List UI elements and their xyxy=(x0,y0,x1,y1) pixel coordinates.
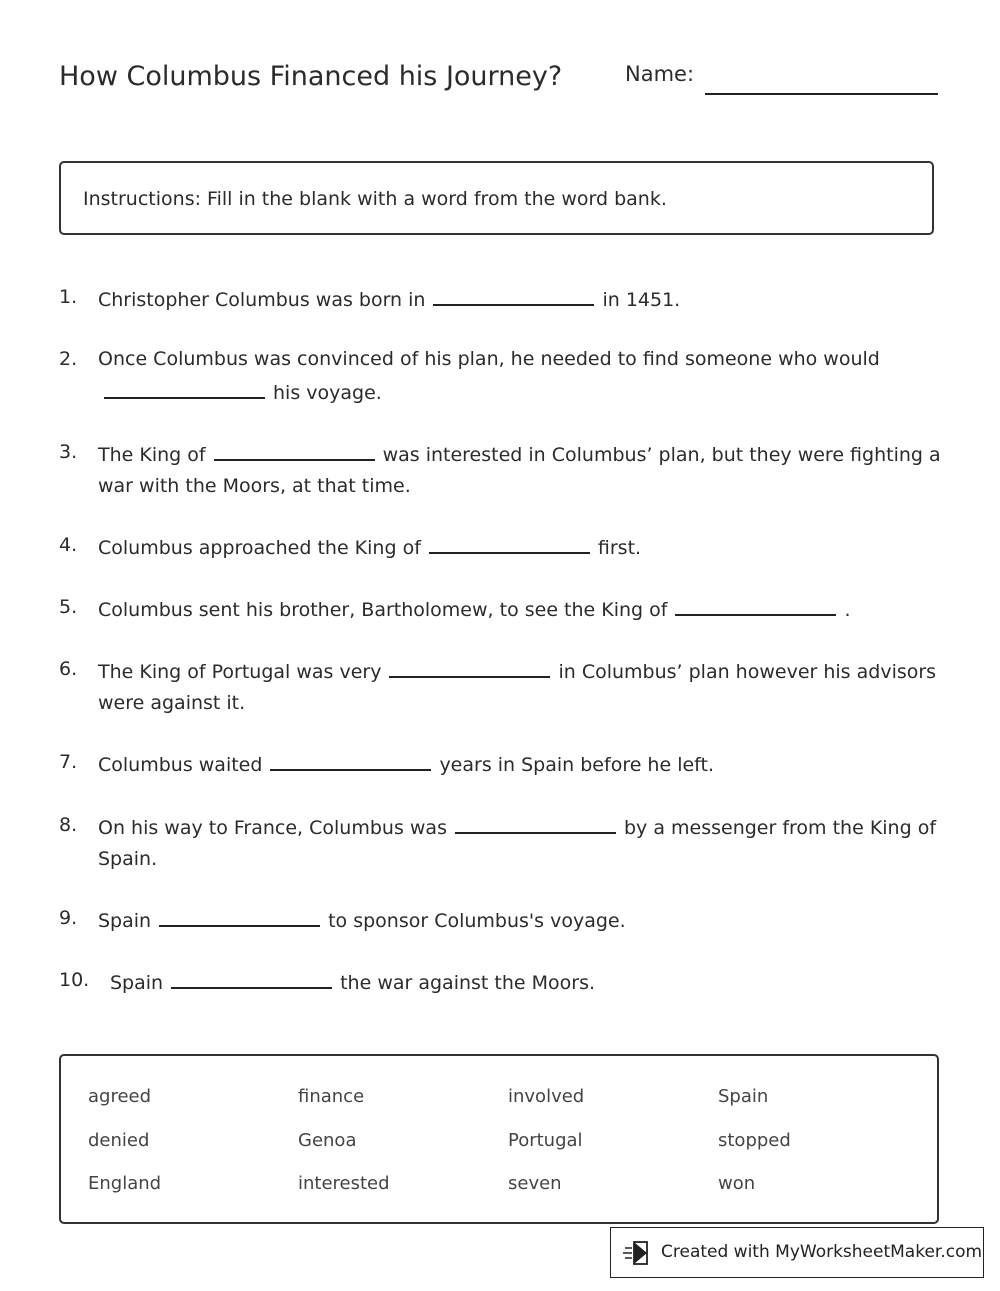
word-bank xyxy=(59,1054,939,1224)
word-bank-item: Portugal xyxy=(508,1130,583,1151)
question-text-after: . xyxy=(844,599,851,621)
question-number: 3. xyxy=(59,441,78,463)
word-bank-item: interested xyxy=(298,1173,390,1194)
question-text-before: Columbus sent his brother, Bartholomew, to see the King of xyxy=(98,599,668,621)
word-bank-item: finance xyxy=(298,1086,365,1107)
answer-blank-8[interactable] xyxy=(455,810,616,834)
question-number: 9. xyxy=(59,907,78,929)
answer-blank-5[interactable] xyxy=(675,592,836,616)
word-bank-item: won xyxy=(718,1173,756,1194)
question-text-after: first. xyxy=(597,537,642,559)
word-bank-item: Genoa xyxy=(298,1130,357,1151)
word-bank-item: England xyxy=(88,1173,162,1194)
name-label: Name: xyxy=(625,62,695,86)
answer-blank-3[interactable] xyxy=(214,437,375,461)
instructions-text: Instructions: Fill in the blank with a word from the word bank. xyxy=(83,188,667,210)
page-title: How Columbus Financed his Journey? xyxy=(59,61,563,92)
question-text-after: by a messenger from the King of Spain. xyxy=(98,817,937,870)
question-number: 7. xyxy=(59,751,78,773)
question-number: 10. xyxy=(59,969,90,991)
answer-blank-2[interactable] xyxy=(104,375,265,399)
question-text-after: in Columbus’ plan however his advisors were against it. xyxy=(98,661,937,714)
answer-blank-9[interactable] xyxy=(159,903,320,927)
question-text-before: The King of Portugal was very xyxy=(98,661,382,683)
worksheet-maker-logo-icon xyxy=(623,1239,653,1267)
question-number: 2. xyxy=(59,348,78,370)
answer-blank-1[interactable] xyxy=(433,282,594,306)
question-text-before: Once Columbus was convinced of his plan, he needed to find someone who would xyxy=(98,348,880,370)
instructions-box xyxy=(59,161,934,235)
word-bank-item: agreed xyxy=(88,1086,152,1107)
question-number: 4. xyxy=(59,534,78,556)
answer-blank-7[interactable] xyxy=(270,747,431,771)
word-bank-item: involved xyxy=(508,1086,585,1107)
question-text-before: The King of xyxy=(98,444,206,466)
word-bank-item: seven xyxy=(508,1173,562,1194)
answer-blank-6[interactable] xyxy=(389,654,550,678)
question-text-before: Spain xyxy=(110,972,164,994)
question-number: 8. xyxy=(59,814,78,836)
question-text-before: Columbus waited xyxy=(98,754,263,776)
word-bank-item: Spain xyxy=(718,1086,769,1107)
question-text-after: the war against the Moors. xyxy=(340,972,596,994)
word-bank-item: stopped xyxy=(718,1130,791,1151)
question-text-after: years in Spain before he left. xyxy=(439,754,715,776)
question-text-after: his voyage. xyxy=(273,382,382,404)
word-bank-item: denied xyxy=(88,1130,150,1151)
answer-blank-4[interactable] xyxy=(429,530,590,554)
question-text-after: in 1451. xyxy=(602,289,681,311)
question-number: 5. xyxy=(59,596,78,618)
question-text-before: Spain xyxy=(98,910,152,932)
question-text-before: Christopher Columbus was born in xyxy=(98,289,426,311)
question-text-before: Columbus approached the King of xyxy=(98,537,421,559)
answer-blank-10[interactable] xyxy=(171,965,332,989)
question-number: 6. xyxy=(59,658,78,680)
question-text-before: On his way to France, Columbus was xyxy=(98,817,447,839)
question-text-after: was interested in Columbus’ plan, but they were fighting a war with the Moors, at that time. xyxy=(98,444,941,497)
name-field[interactable] xyxy=(705,93,938,95)
question-number: 1. xyxy=(59,286,78,308)
footer-text: Created with MyWorksheetMaker.com xyxy=(661,1242,983,1262)
created-with-badge[interactable] xyxy=(610,1227,984,1278)
question-text-after: to sponsor Columbus's voyage. xyxy=(328,910,626,932)
